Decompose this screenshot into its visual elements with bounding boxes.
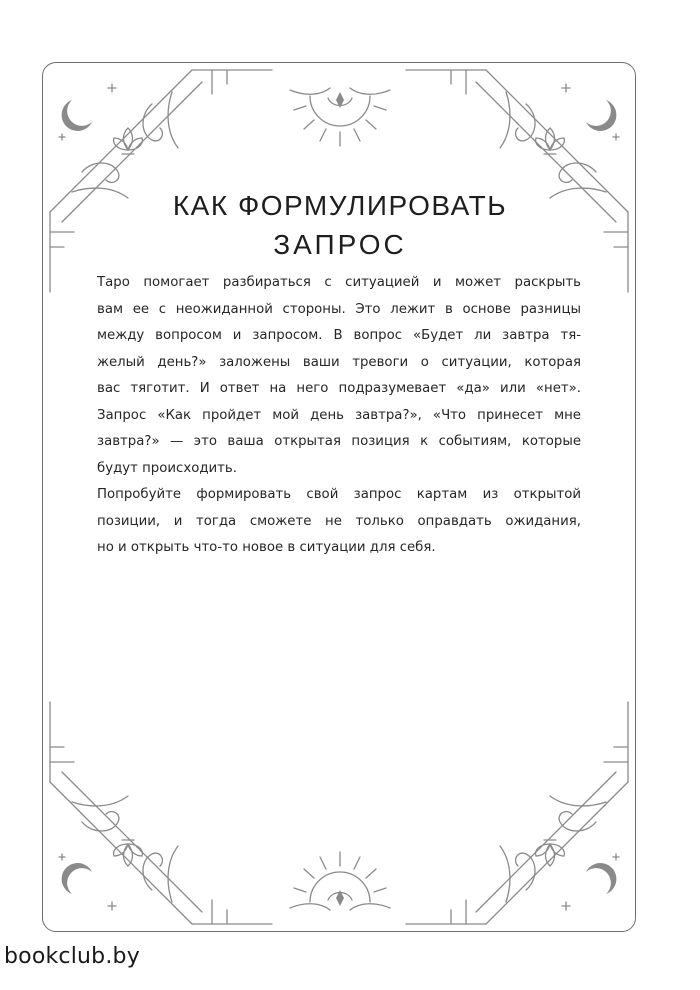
- body-text: [97, 270, 581, 562]
- text-line: вас тяготит. И ответ на него подразумевает «да» или «нет».: [97, 381, 581, 396]
- page-title-line2: ЗАПРОС: [273, 229, 407, 260]
- text-line: желый день?» заложены ваши тревоги о ситуации, которая: [97, 354, 581, 370]
- text-line: Запрос «Как пройдет мой день завтра?», «Что принесет мне: [97, 407, 581, 423]
- text-line: завтра?» — это ваша открытая позиция к событиям, которые: [97, 434, 581, 449]
- page-title-line1: КАК ФОРМУЛИРОВАТЬ: [172, 190, 508, 221]
- text-line: будут происходить.: [97, 460, 237, 476]
- text-line: позиции, и тогда сможете не только оправдать ожидания,: [97, 513, 581, 529]
- text-line: Таро помогает разбираться с ситуацией и может раскрыть: [97, 275, 581, 290]
- paragraph-2: [97, 482, 581, 562]
- text-line: Попробуйте формировать свой запрос картам из открытой: [97, 487, 581, 502]
- text-line: но и открыть что-то новое в ситуации для себя.: [97, 540, 436, 555]
- watermark: bookclub.by: [4, 944, 140, 969]
- paragraph-1: [97, 270, 581, 482]
- text-line: вам ее с неожиданной стороны. Это лежит в основе разницы: [97, 301, 581, 317]
- text-line: между вопросом и запросом. В вопрос «Будет ли завтра тя-: [97, 328, 581, 343]
